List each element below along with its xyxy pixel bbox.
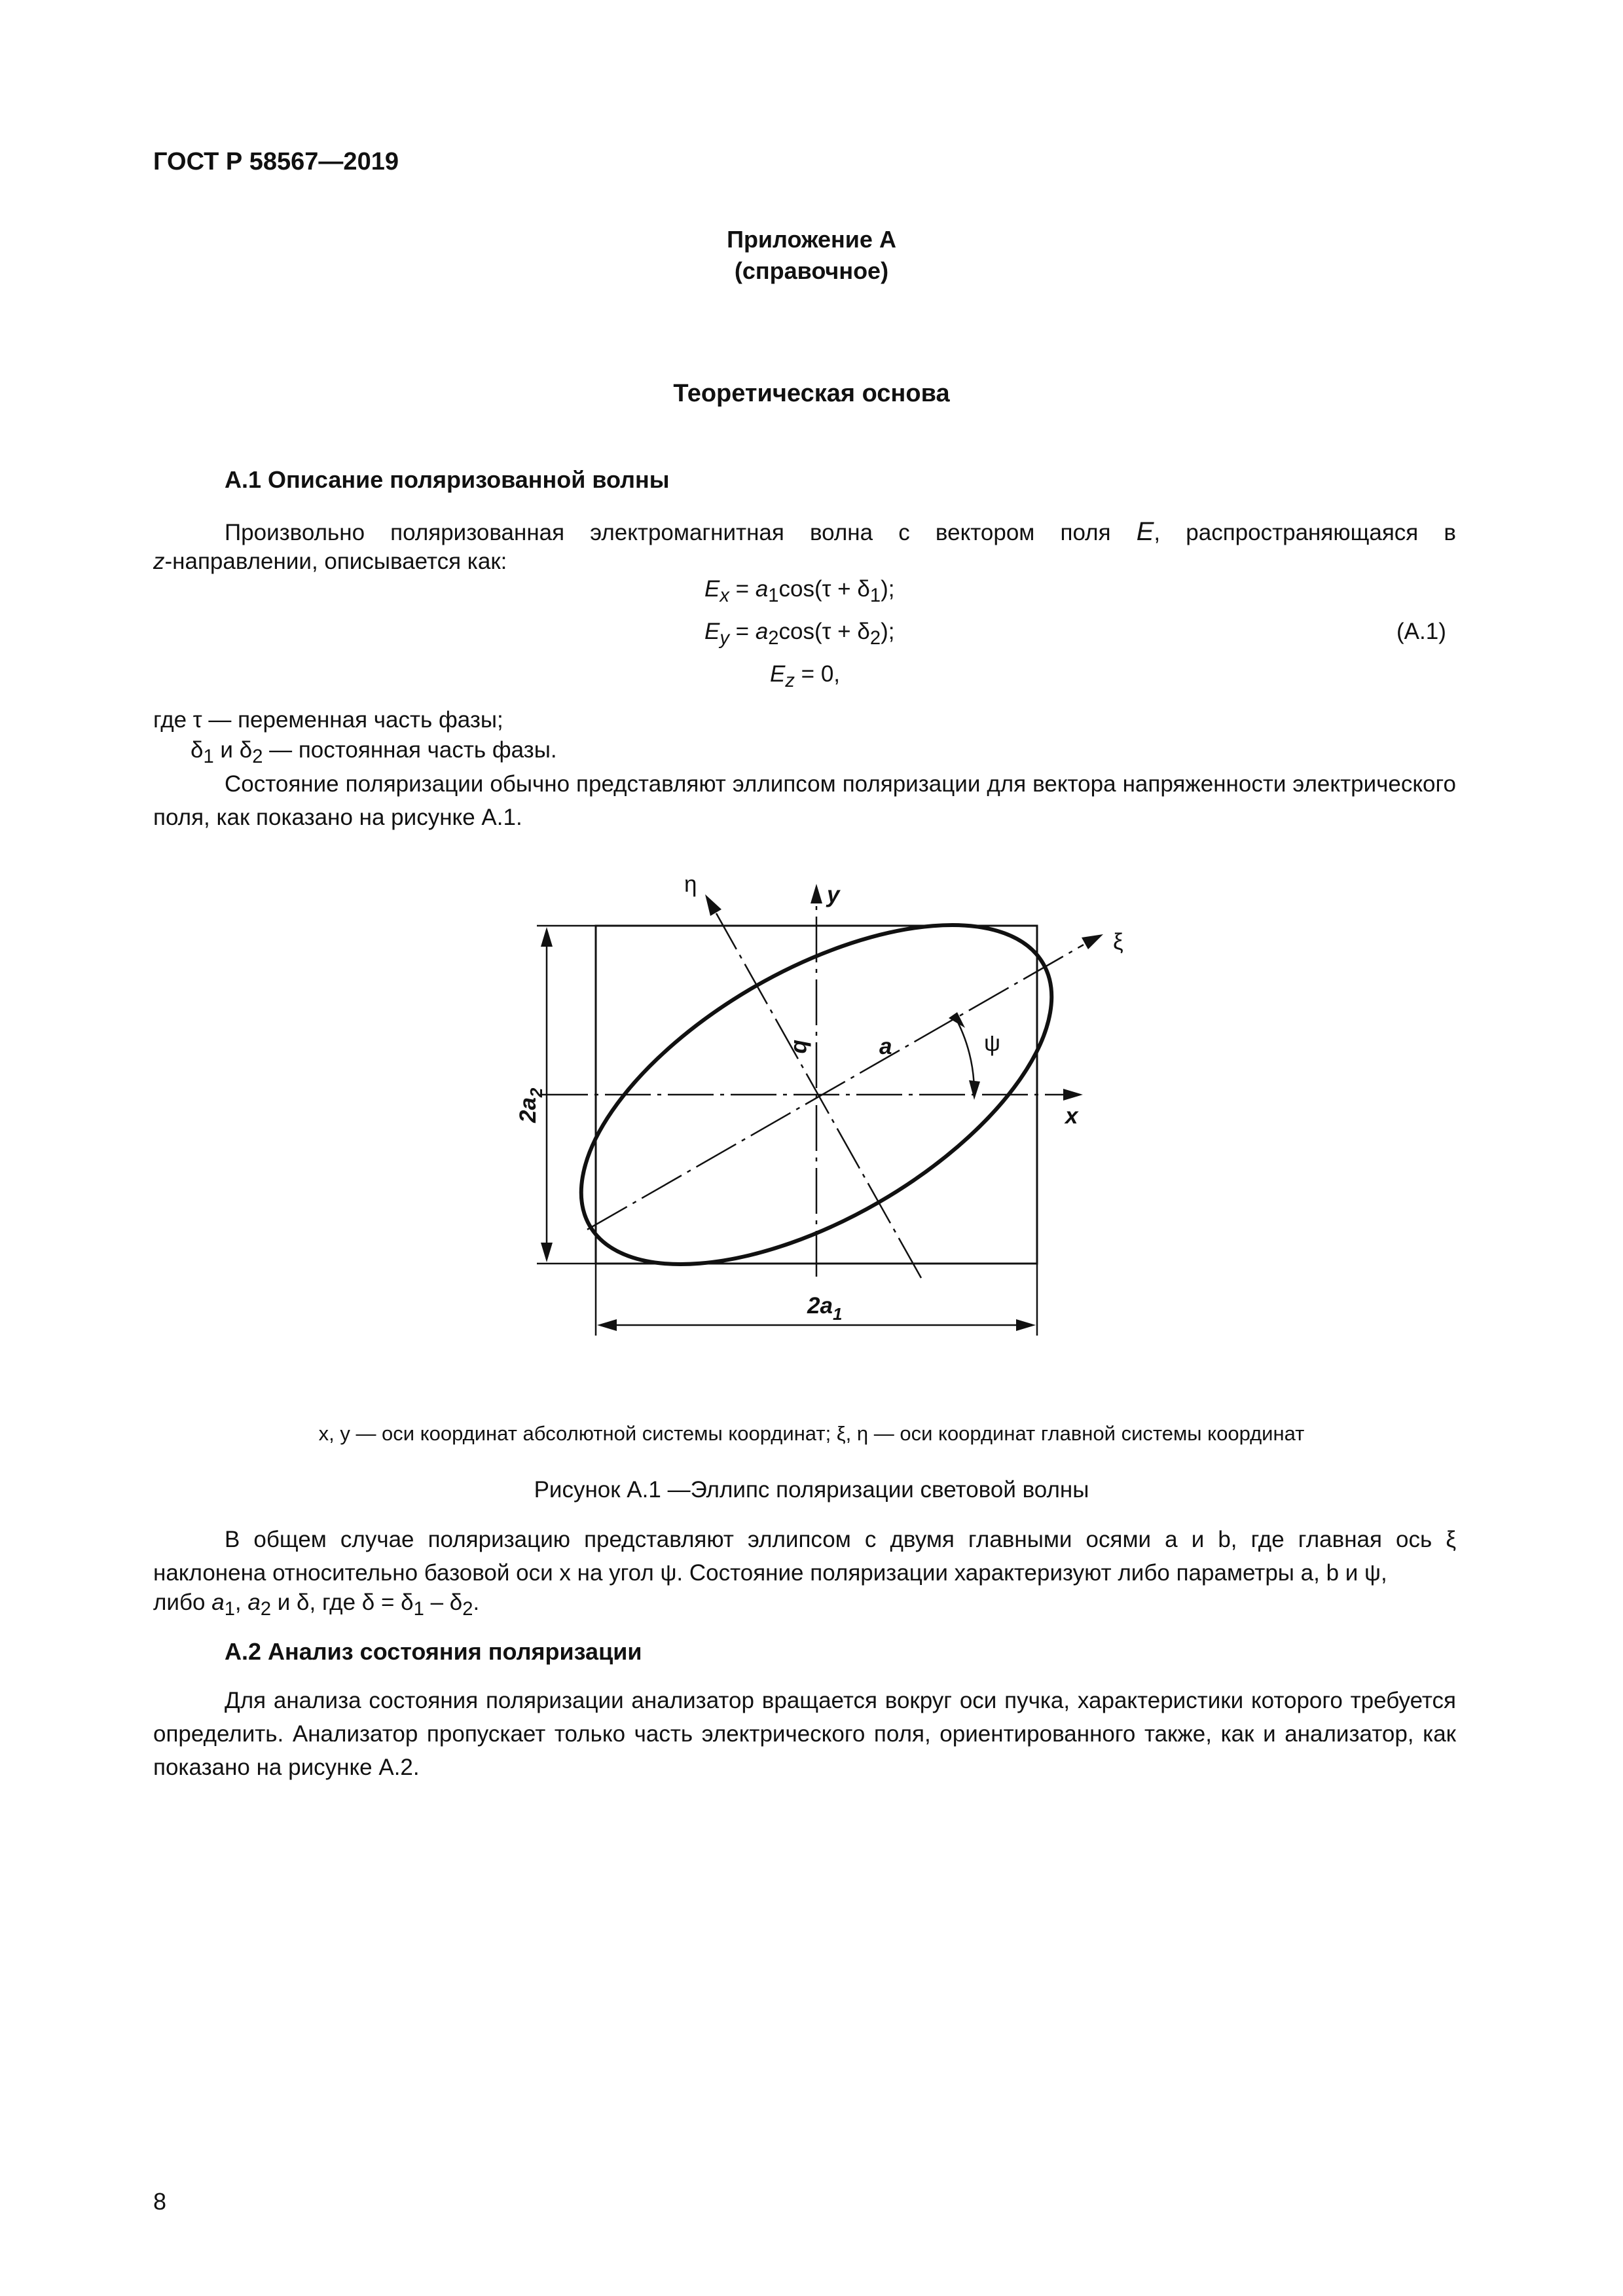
psi-arc-arrow [969, 1080, 980, 1100]
ez-subscript: z [785, 670, 795, 691]
figure-caption: Рисунок А.1 —Эллипс поляризации световой волны [534, 1477, 1089, 1503]
eta-axis-arrow [705, 894, 721, 916]
xi-axis [587, 945, 1084, 1230]
xi-label: ξ [1113, 929, 1123, 955]
intro-text-2: , распространяющаяся в [1154, 520, 1456, 545]
ey-amplitude-sub: 2 [768, 628, 779, 649]
two-a1-sub: 1 [832, 1304, 843, 1324]
two-a1-label [807, 1293, 842, 1324]
ey-subscript: y [720, 628, 729, 649]
eta-axis [716, 913, 921, 1278]
ex-delta-sub: 1 [869, 585, 881, 606]
ey-amplitude: a [755, 619, 769, 644]
ex-amplitude: a [755, 576, 769, 602]
ex-cos: cos(τ + δ [778, 576, 870, 602]
a2-sub: 2 [260, 1599, 272, 1620]
intro-text-1: Произвольно поляризованная электромагнитная волна с вектором поля [225, 520, 1111, 545]
x-label: x [1065, 1103, 1078, 1129]
last-line-comma: , [234, 1590, 248, 1615]
section-a1-heading: А.1 Описание поляризованной волны [225, 466, 670, 493]
document-id-header: ГОСТ Р 58567—2019 [153, 148, 399, 175]
ey-equals: = [729, 619, 756, 644]
a2-symbol: a [247, 1590, 261, 1615]
ez-symbol: E [770, 661, 786, 687]
z-variable: z [153, 549, 165, 574]
ellipse-parameters-paragraph: В общем случае поляризацию представляют эллипсом с двумя главными осями a и b, где главная ось ξ наклонена относительно базовой оси x на угол ψ. Состояние поляризации характеризуют либо параметры a, b и ψ, [153, 1527, 1456, 1586]
dim-arrow-up [541, 927, 553, 947]
ey-delta-sub: 2 [869, 628, 881, 649]
ez-rhs: = 0, [794, 661, 841, 687]
intro-line2-text: -направлении, описывается как: [164, 549, 507, 574]
last-line-start: либо [153, 1590, 212, 1615]
ey-cos: cos(τ + δ [778, 619, 870, 644]
ex-symbol: E [704, 576, 720, 602]
ex-equals: = [729, 576, 756, 602]
two-a2-text: 2a [515, 1097, 541, 1123]
delta-minus: – δ [424, 1590, 463, 1615]
dim-arrow-right [1016, 1319, 1036, 1331]
two-a2-sub: 2 [526, 1087, 546, 1098]
annex-kind: (справочное) [734, 257, 889, 284]
dim-arrow-down [541, 1243, 553, 1262]
ey-symbol: E [704, 619, 720, 644]
delta1-sub: 1 [203, 746, 214, 767]
equation-number: (А.1) [1396, 619, 1446, 644]
delta2-symbol: и δ [213, 737, 253, 763]
page-number: 8 [153, 2188, 167, 2215]
a1-symbol: a [211, 1590, 225, 1615]
section-a2-paragraph: Для анализа состояния поляризации анализатор вращается вокруг оси пучка, характеристики которого требуется определить. Анализатор пропускает только часть электрического поля, ориентированного также, как и анализатор, как показано на рисунке А.2. [153, 1688, 1456, 1780]
delta2-sub: 2 [252, 746, 263, 767]
section-a2-heading: А.2 Анализ состояния поляризации [225, 1638, 642, 1665]
where-delta-text: — постоянная часть фазы. [263, 737, 557, 763]
eta-label: η [684, 871, 697, 897]
y-axis-arrow [811, 884, 822, 903]
y-label: y [827, 882, 840, 907]
xi-axis-arrow [1082, 934, 1103, 949]
field-vector-symbol: E [1136, 517, 1154, 546]
a1-sub: 1 [224, 1599, 235, 1620]
d2-sub: 2 [462, 1599, 473, 1620]
annex-title: Приложение А [727, 226, 896, 253]
d1-sub: 1 [413, 1599, 424, 1620]
b-label: b [789, 1040, 814, 1054]
ey-end: ); [881, 619, 895, 644]
dim-arrow-left [597, 1319, 617, 1331]
ellipse-parameters-last-line [153, 1590, 479, 1620]
two-a2-label [515, 1087, 546, 1123]
polarization-state-paragraph: Состояние поляризации обычно представляют эллипсом поляризации для вектора напряженности электрического поля, как показано на рисунке А.1. [153, 771, 1456, 830]
x-axis-arrow [1063, 1089, 1083, 1101]
ex-amplitude-sub: 1 [768, 585, 779, 606]
ex-subscript: x [720, 585, 729, 606]
ex-end: ); [881, 576, 895, 602]
where-tau: где τ — переменная часть фазы; [153, 707, 503, 733]
delta1-symbol: δ [191, 737, 204, 763]
delta-definition: и δ, где δ = δ [271, 1590, 414, 1615]
a-label: a [879, 1034, 892, 1059]
last-line-end: . [473, 1590, 480, 1615]
figure-legend: x, y — оси координат абсолютной системы координат; ξ, η — оси координат главной системы координат [318, 1422, 1305, 1445]
psi-label: ψ [984, 1030, 1000, 1056]
two-a1-text: 2a [807, 1293, 833, 1319]
annex-heading: Теоретическая основа [673, 380, 950, 407]
